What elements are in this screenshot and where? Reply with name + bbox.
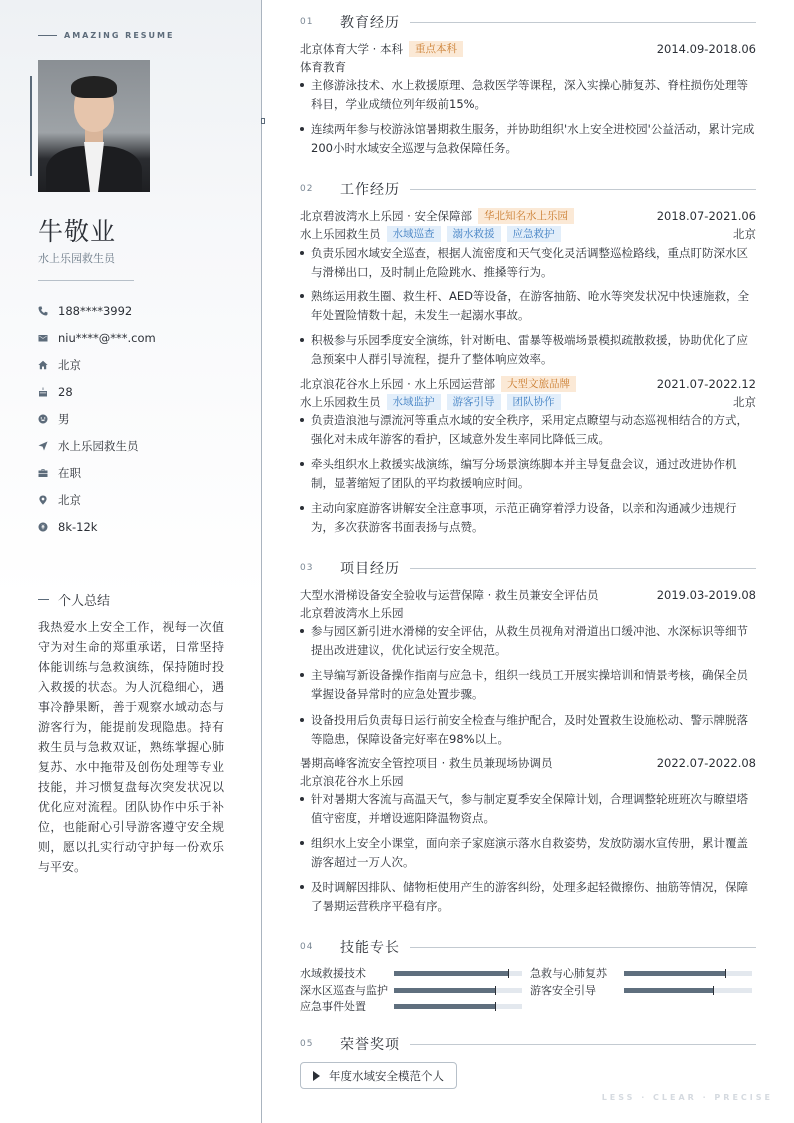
company: 北京浪花谷水上乐园 · 水上乐园运营部 xyxy=(300,376,495,391)
work-city: 北京 xyxy=(733,394,756,409)
skill-bar xyxy=(624,988,752,993)
timeline-marker xyxy=(261,118,265,124)
skill-tag: 团队协作 xyxy=(507,394,561,410)
skill-item xyxy=(530,982,752,998)
project-org: 北京浪花谷水上乐园 xyxy=(300,773,404,788)
work-bullet: 主动向家庭游客讲解安全注意事项，示范正确穿着浮力设备，以亲和沟通减少违规行为，多次获游客书面表扬与点赞。 xyxy=(300,499,756,537)
name-divider xyxy=(38,280,134,281)
brand-text: AMAZING RESUME xyxy=(64,31,175,40)
profile-photo xyxy=(38,60,150,192)
education-bullet: 连续两年参与校游泳馆暑期救生服务，并协助组织'水上安全进校园'公益活动，累计完成200小时水域安全巡逻与急救保障任务。 xyxy=(300,120,756,158)
education-bullet: 主修游泳技术、水上救援原理、急救医学等课程，深入实操心肺复苏、脊柱损伤处理等科目，学业成绩位列年级前15%。 xyxy=(300,76,756,114)
photo-accent xyxy=(30,76,32,176)
location-value: 北京 xyxy=(58,492,81,507)
mail-icon xyxy=(38,333,48,343)
skill-tag: 应急救护 xyxy=(507,226,561,242)
skill-name: 深水区巡查与监护 xyxy=(300,984,388,997)
skill-name: 急救与心肺复苏 xyxy=(530,967,607,980)
work-bullet: 牵头组织水上救援实战演练，编写分场景演练脚本并主导复盘会议，通过改进协作机制，显著缩短了团队的平均救援响应时间。 xyxy=(300,455,756,493)
cake-icon xyxy=(38,387,48,397)
work-header xyxy=(300,375,756,392)
work-city: 北京 xyxy=(733,226,756,241)
project-date: 2019.03-2019.08 xyxy=(656,587,756,602)
phone-value: 188****3992 xyxy=(58,303,133,318)
smile-icon xyxy=(38,414,48,424)
home-value: 北京 xyxy=(58,357,81,372)
company-tag: 华北知名水上乐园 xyxy=(478,208,574,224)
info-age xyxy=(38,378,156,405)
skill-item xyxy=(300,965,522,981)
project-date: 2022.07-2022.08 xyxy=(656,755,756,770)
project-bullet: 及时调解因排队、储物柜使用产生的游客纠纷，处理多起轻微擦伤、抽筋等情况，保障了暑期运营秩序平稳有序。 xyxy=(300,878,756,916)
award-item[interactable] xyxy=(300,1062,457,1089)
award-label: 年度水域安全模范个人 xyxy=(329,1068,444,1083)
skill-item xyxy=(300,998,522,1014)
target-job-value: 水上乐园救生员 xyxy=(58,438,139,453)
info-gender xyxy=(38,405,156,432)
footer-slogan: LESS · CLEAR · PRECISE xyxy=(601,1093,773,1102)
age-value: 28 xyxy=(58,384,73,399)
school: 北京体育大学 · 本科 xyxy=(300,41,403,56)
work-bullet: 负责造浪池与漂流河等重点水域的安全秩序，采用定点瞭望与动态巡视相结合的方式，强化对未成年游客的看护，区域意外发生率同比降低三成。 xyxy=(300,411,756,449)
work-date: 2018.07-2021.06 xyxy=(656,208,756,223)
summary-title: 个人总结 xyxy=(38,590,110,609)
company: 北京碧波湾水上乐园 · 安全保障部 xyxy=(300,208,472,223)
skill-name: 游客安全引导 xyxy=(530,984,596,997)
skill-tag: 水域监护 xyxy=(387,394,441,410)
education-major: 体育教育 xyxy=(300,59,346,74)
email-value: niu****@***.com xyxy=(58,330,156,345)
work-header xyxy=(300,207,756,224)
company-tag: 大型文旅品牌 xyxy=(501,376,576,392)
project-bullet: 针对暑期大客流与高温天气，参与制定夏季安全保障计划，合理调整轮班班次与瞭望塔值守密度，并增设遮阳降温物资点。 xyxy=(300,790,756,828)
work-bullet: 负责乐园水域安全巡查，根据人流密度和天气变化灵活调整巡检路线，重点盯防深水区与滑梯出口，及时制止危险跳水、推搡等行为。 xyxy=(300,244,756,282)
work-role-row xyxy=(300,393,756,410)
work-bullet: 熟练运用救生圈、救生杆、AED等设备，在游客抽筋、呛水等突发状况中快速施救，全年处置险情数十起，未发生一起溺水事故。 xyxy=(300,287,756,325)
skill-item xyxy=(300,982,522,998)
info-target-job xyxy=(38,432,156,459)
section-education: 01 教育经历 xyxy=(300,12,756,32)
work-role: 水上乐园救生员 xyxy=(300,226,381,241)
education-header xyxy=(300,40,756,57)
money-icon xyxy=(38,522,48,532)
section-work: 02 工作经历 xyxy=(300,179,756,199)
skill-bar xyxy=(624,971,752,976)
work-role: 水上乐园救生员 xyxy=(300,394,381,409)
info-salary xyxy=(38,513,156,540)
project-name: 暑期高峰客流安全管控项目 · 救生员兼现场协调员 xyxy=(300,755,553,770)
info-email xyxy=(38,324,156,351)
info-home xyxy=(38,351,156,378)
section-awards: 05 荣誉奖项 xyxy=(300,1034,756,1054)
section-projects: 03 项目经历 xyxy=(300,558,756,578)
brand xyxy=(38,31,174,40)
skill-name: 应急事件处置 xyxy=(300,1000,366,1013)
project-bullet: 组织水上安全小课堂，面向亲子家庭演示落水自救姿势，发放防溺水宣传册，累计覆盖游客超过一万人次。 xyxy=(300,834,756,872)
contact-info xyxy=(38,297,156,540)
education-tag: 重点本科 xyxy=(409,41,463,57)
work-date: 2021.07-2022.12 xyxy=(656,376,756,391)
send-icon xyxy=(38,441,48,451)
brand-line xyxy=(38,35,57,36)
section-skills: 04 技能专长 xyxy=(300,937,756,957)
gender-value: 男 xyxy=(58,411,70,426)
profile-title: 水上乐园救生员 xyxy=(38,252,115,265)
profile-name: 牛敬业 xyxy=(38,217,117,246)
status-value: 在职 xyxy=(58,465,81,480)
skill-tag: 游客引导 xyxy=(447,394,501,410)
work-role-row xyxy=(300,225,756,242)
skill-bar xyxy=(394,971,522,976)
briefcase-icon xyxy=(38,468,48,478)
summary-text: 我热爱水上安全工作，视每一次值守为对生命的郑重承诺，日常坚持体能训练与急救演练，保持随时投入救援的状态。为人沉稳细心，遇事冷静果断，善于观察水域动态与游客行为，能提前发现隐患。持有救生员与急救双证，熟练掌握心肺复苏、水中拖带及创伤处理等专业技能，并习惯复盘每次突发状况以优化应对流程。团队协作中乐于补位，也能耐心引导游客遵守安全规则，愿以扎实行动守护每一份欢乐与平安。 xyxy=(38,620,224,874)
info-location xyxy=(38,486,156,513)
project-bullet: 参与园区新引进水滑梯的安全评估，从救生员视角对滑道出口缓冲池、水深标识等细节提出改进建议，优化试运行安全规范。 xyxy=(300,622,756,660)
play-icon xyxy=(313,1071,320,1081)
skill-tag: 水域巡查 xyxy=(387,226,441,242)
project-org: 北京碧波湾水上乐园 xyxy=(300,605,404,620)
education-date: 2014.09-2018.06 xyxy=(656,41,756,56)
project-name: 大型水滑梯设备安全验收与运营保障 · 救生员兼安全评估员 xyxy=(300,587,599,602)
project-header xyxy=(300,586,756,603)
project-bullet: 设备投用后负责每日运行前安全检查与维护配合，及时处置救生设施松动、警示牌脱落等隐患，保障设备完好率在98%以上。 xyxy=(300,711,756,749)
skill-name: 水域救援技术 xyxy=(300,967,366,980)
avatar xyxy=(38,60,150,192)
skill-item xyxy=(530,965,752,981)
salary-value: 8k-12k xyxy=(58,519,98,534)
home-icon xyxy=(38,360,48,370)
location-pin-icon xyxy=(38,495,48,505)
sidebar xyxy=(0,0,262,1123)
phone-icon xyxy=(38,306,48,316)
info-status xyxy=(38,459,156,486)
skill-bar xyxy=(394,1004,522,1009)
skill-bar xyxy=(394,988,522,993)
skill-tag: 溺水救援 xyxy=(447,226,501,242)
info-phone xyxy=(38,297,156,324)
project-header xyxy=(300,754,756,771)
work-bullet: 积极参与乐园季度安全演练，针对断电、雷暴等极端场景模拟疏散救援，协助优化了应急预案中人群引导流程，提升了整体响应效率。 xyxy=(300,331,756,369)
project-bullet: 主导编写新设备操作指南与应急卡，组织一线员工开展实操培训和情景考核，确保全员掌握设备异常时的应急处置步骤。 xyxy=(300,666,756,704)
